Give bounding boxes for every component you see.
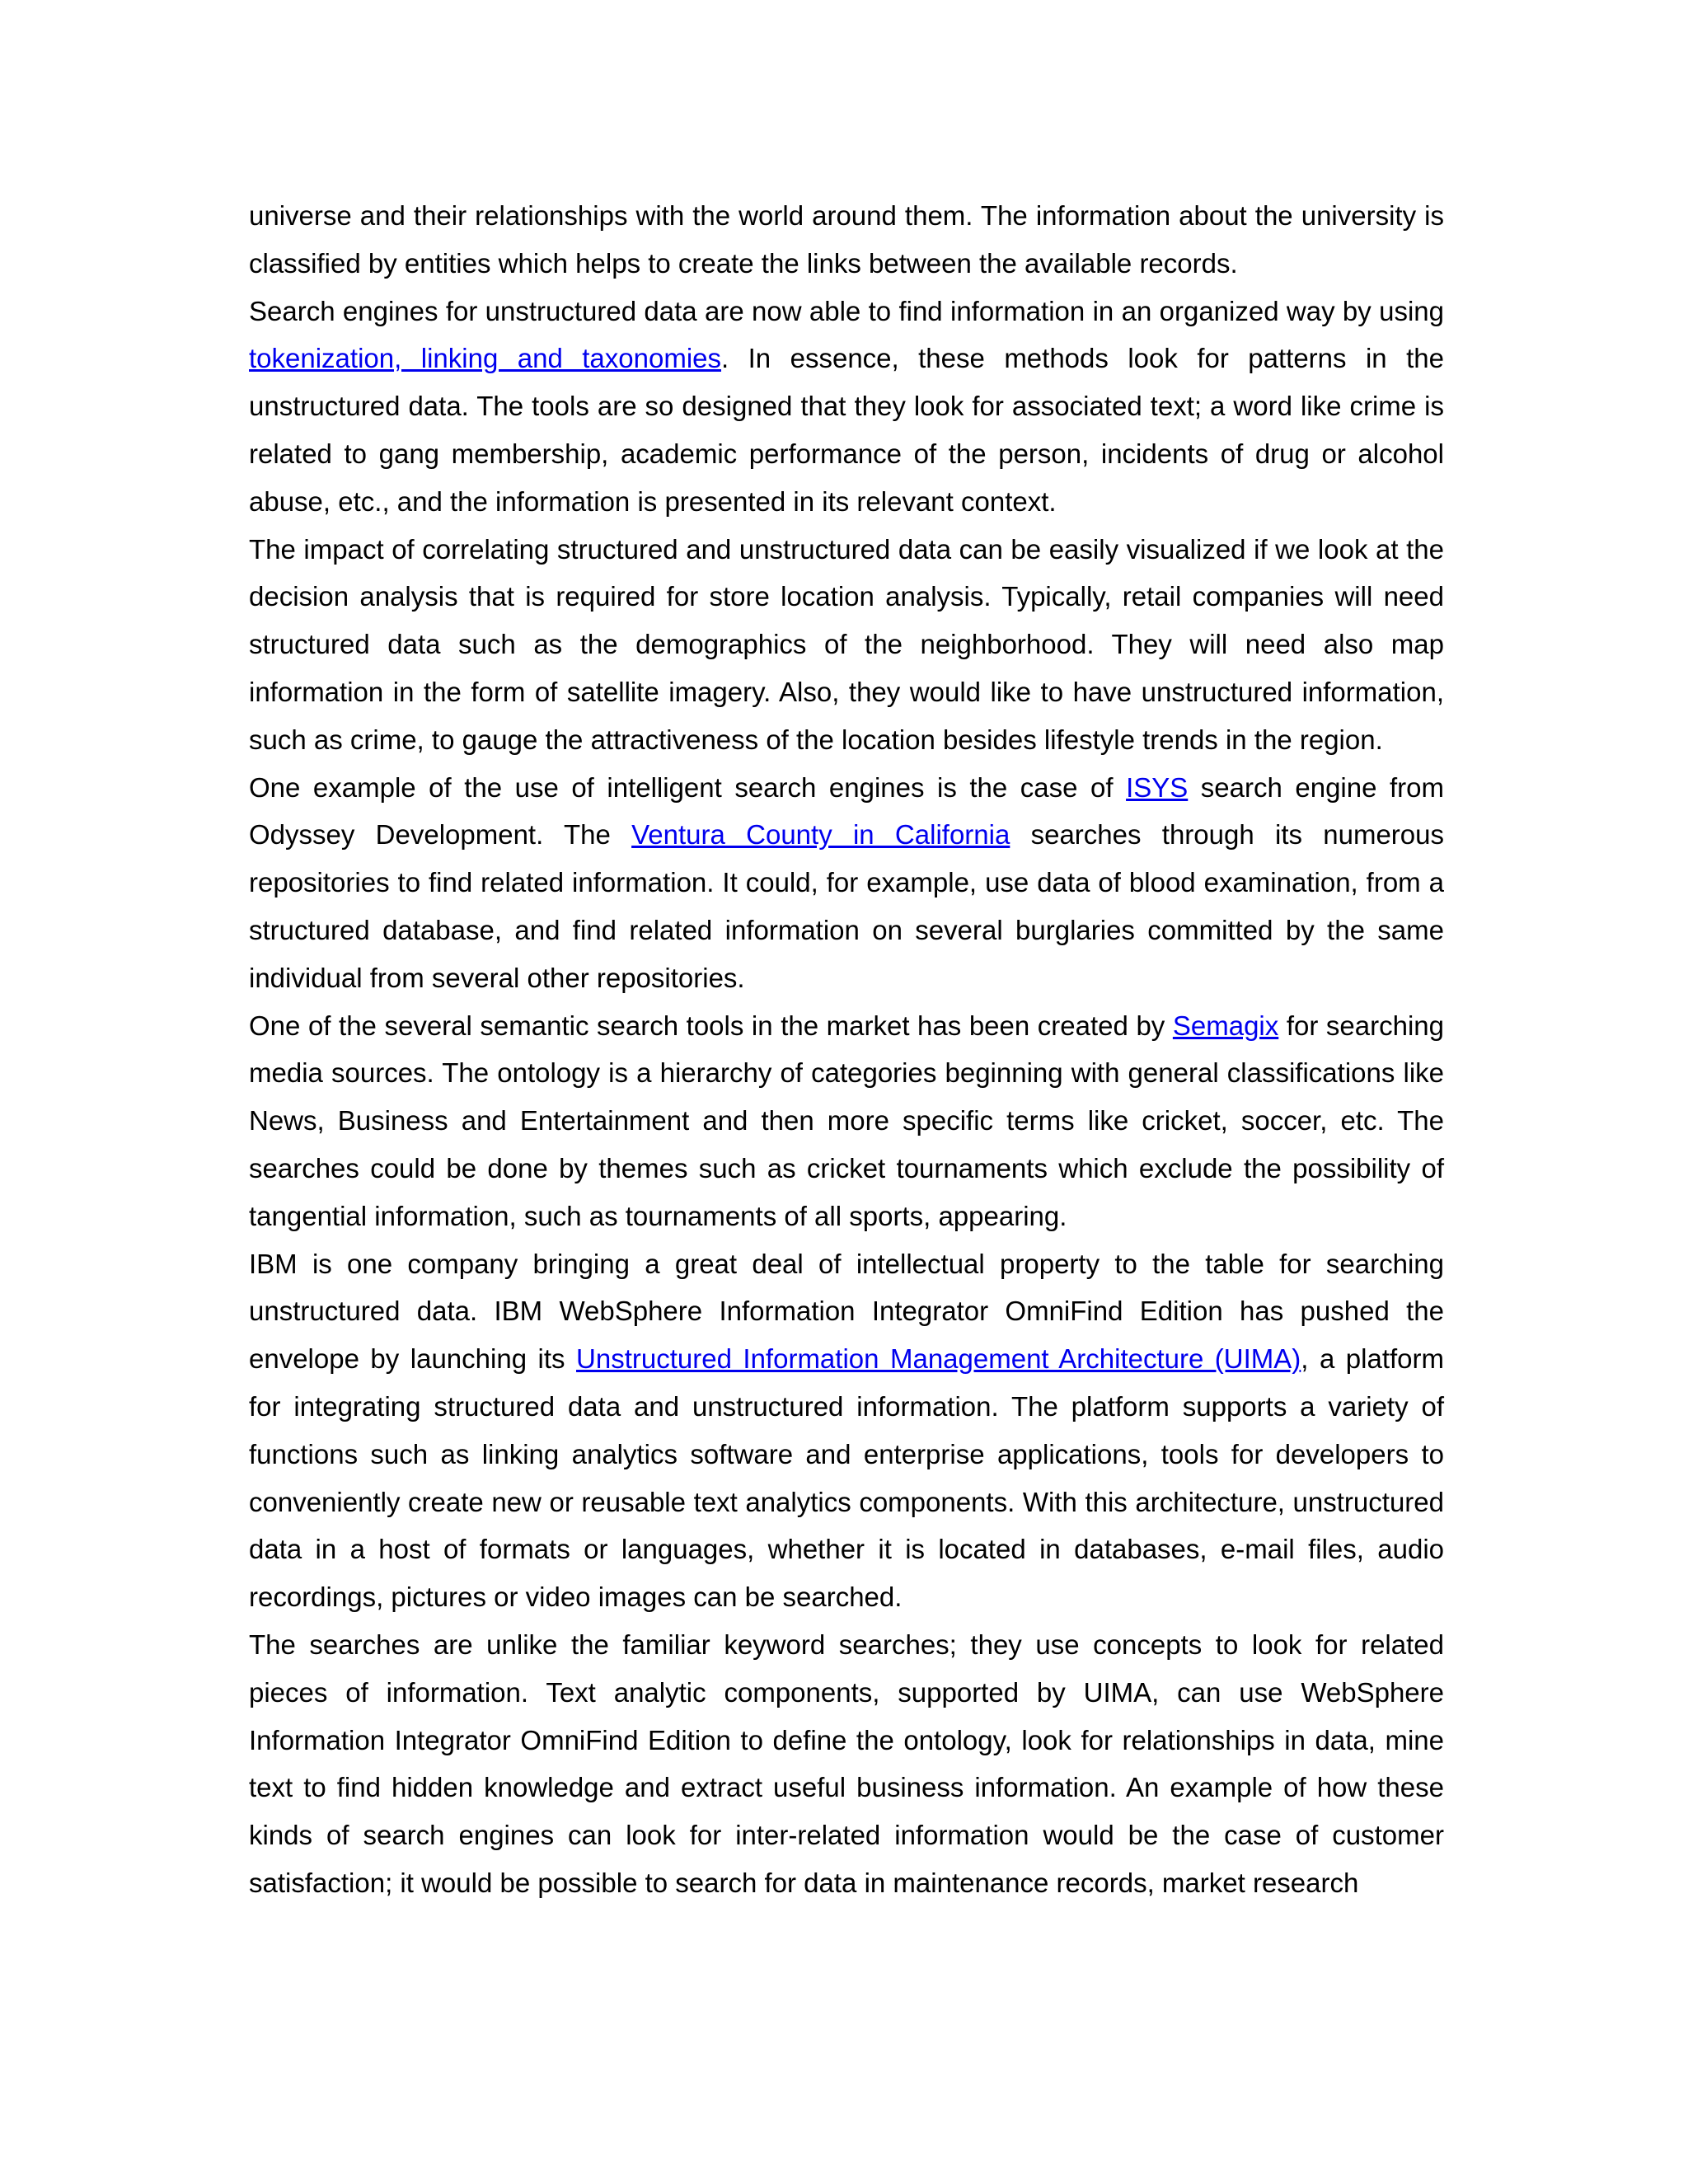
paragraph-correlating-data	[249, 526, 1444, 764]
paragraph-universe-context	[249, 192, 1444, 288]
paragraph-text: One example of the use of intelligent search engines is the case of	[249, 771, 1127, 803]
ventura-county-link[interactable]: Ventura County in California	[631, 819, 1010, 851]
paragraph-text: One of the several semantic search tools in the market has been created by	[249, 1010, 1173, 1041]
tokenization-linking-taxonomies-link[interactable]: tokenization, linking and taxonomies	[249, 343, 722, 374]
paragraph-isys-example	[249, 764, 1444, 1002]
paragraph-text: for searching media sources. The ontology is a hierarchy of categories beginning with general classifications like News, Business and Entertainment and then more specific terms like cricket, soccer, etc. The searches could be done by themes such as cricket tournaments which exclude the possibility of tangential information, such as tournaments of all sports, appearing.	[249, 1010, 1444, 1231]
paragraph-text: universe and their relationships with the world around them. The information about the university is classified by entities which helps to create the links between the available records.	[249, 200, 1444, 279]
paragraph-text: search engine from Odyssey Development. The	[249, 771, 1444, 851]
paragraph-ibm-uima	[249, 1240, 1444, 1621]
paragraph-text: Search engines for unstructured data are now able to find information in an organized way by using	[249, 295, 1444, 326]
isys-link[interactable]: ISYS	[1126, 771, 1189, 803]
uima-link[interactable]: Unstructured Information Management Architecture (UIMA)	[576, 1343, 1301, 1375]
paragraph-text: The searches are unlike the familiar keyword searches; they use concepts to look for related pieces of information. Text analytic components, supported by UIMA, can use WebSphere Information Integrator OmniFind Edition to define the ontology, look for relationships in data, mine text to find hidden knowledge and extract useful business information. An example of how these kinds of search engines can look for inter-related information would be the case of customer satisfaction; it would be possible to search for data in maintenance records, market research	[249, 1629, 1444, 1898]
document-page	[249, 192, 1444, 1907]
paragraph-text: , a platform for integrating structured data and unstructured information. The platform supports a variety of functions such as linking analytics software and enterprise applications, tools for developers to conveniently create new or reusable text analytics components. With this architecture, unstructured data in a host of formats or languages, whether it is located in databases, e-mail files, audio recordings, pictures or video images can be searched.	[249, 1343, 1444, 1613]
paragraph-search-engines	[249, 288, 1444, 526]
paragraph-concept-searches	[249, 1621, 1444, 1907]
paragraph-text: The impact of correlating structured and unstructured data can be easily visualized if we look at the decision analysis that is required for store location analysis. Typically, retail companies will need structured data such as the demographics of the neighborhood. They will need also map information in the form of satellite imagery. Also, they would like to have unstructured information, such as crime, to gauge the attractiveness of the location besides lifestyle trends in the region.	[249, 533, 1444, 755]
paragraph-text: IBM is one company bringing a great deal of intellectual property to the table for searching unstructured data. IBM WebSphere Information Integrator OmniFind Edition has pushed the envelope by launching its	[249, 1248, 1444, 1375]
semagix-link[interactable]: Semagix	[1172, 1010, 1279, 1041]
paragraph-semagix	[249, 1002, 1444, 1240]
paragraph-text: . In essence, these methods look for patterns in the unstructured data. The tools are so designed that they look for associated text; a word like crime is related to gang membership, academic performance of the person, incidents of drug or alcohol abuse, etc., and the information is presented in its relevant context.	[249, 343, 1444, 517]
paragraph-text: searches through its numerous repositories to find related information. It could, for example, use data of blood examination, from a structured database, and find related information on several burglaries committed by the same individual from several other repositories.	[249, 819, 1445, 993]
